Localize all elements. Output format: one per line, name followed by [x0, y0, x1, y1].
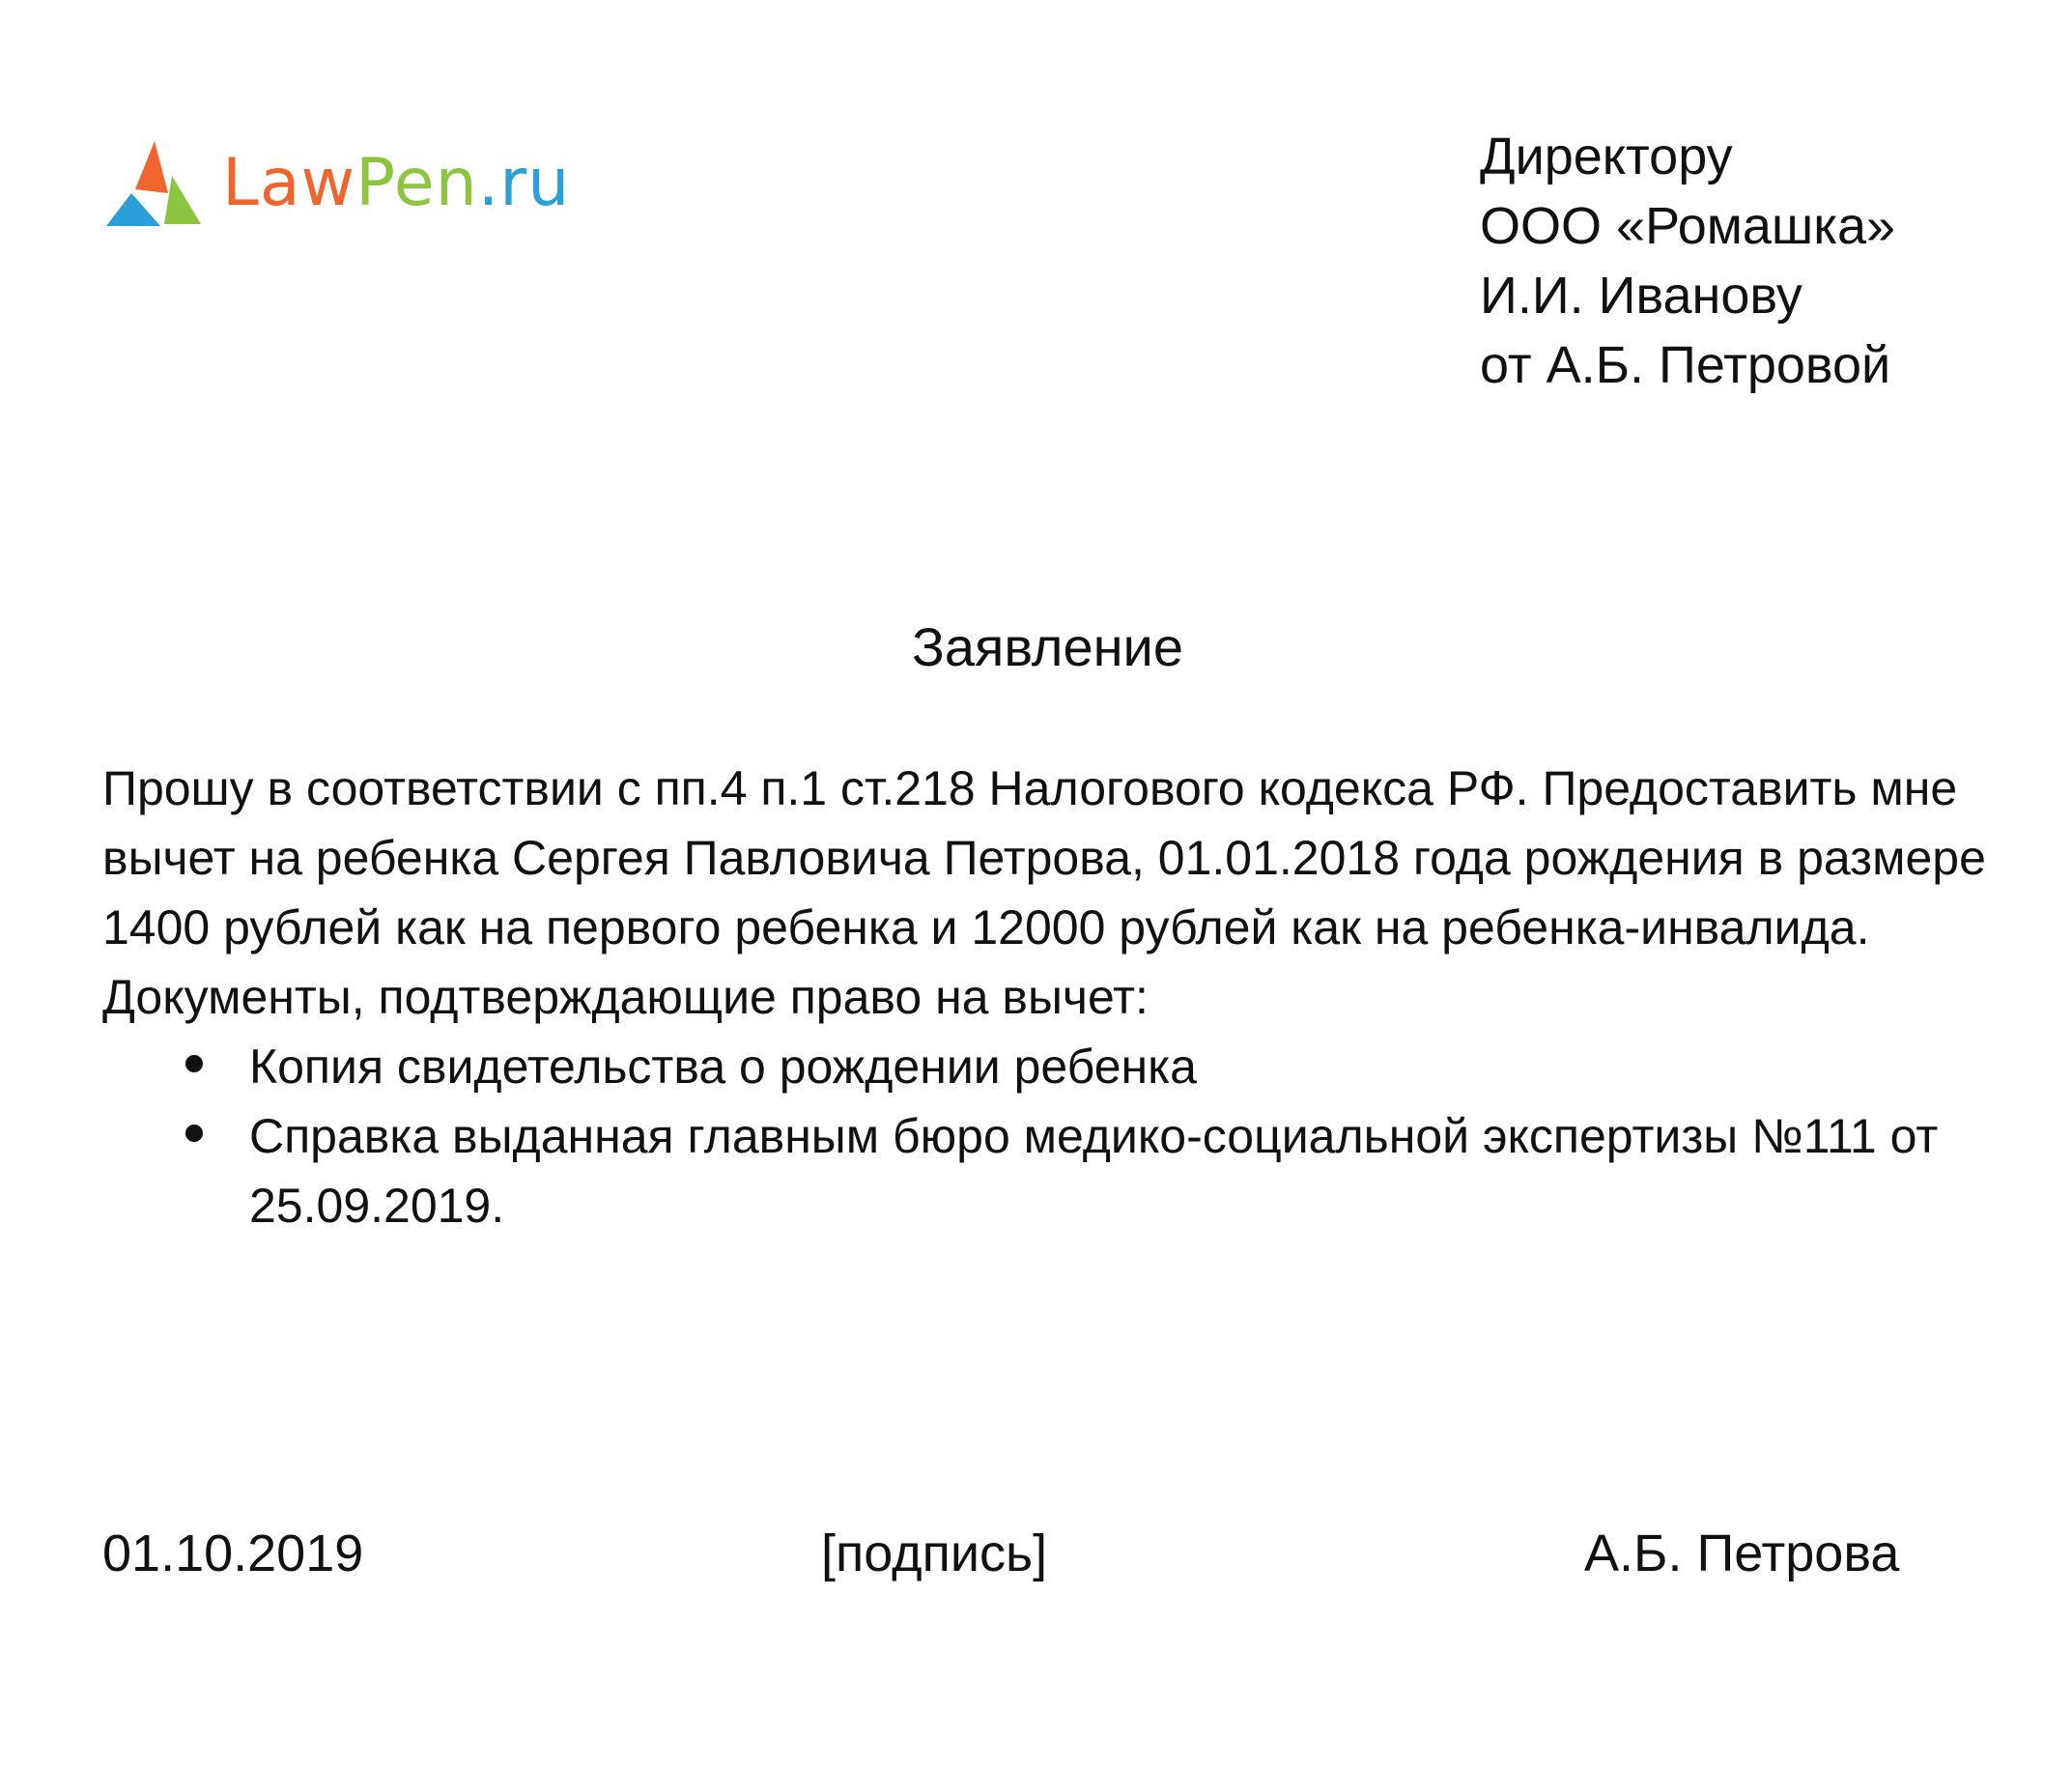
logo-text-ru: .ru — [477, 145, 571, 221]
logo-wordmark — [222, 145, 571, 221]
list-item — [102, 1032, 1996, 1101]
document-title — [0, 612, 2072, 682]
list-item-text: Копия свидетельства о рождении ребенка — [249, 1040, 1197, 1094]
document-title-text: Заявление — [912, 616, 1183, 677]
request-paragraph: Прошу в соответствии с пп.4 п.1 ст.218 Налогового кодекса РФ. Предоставить мне вычет на ребенка Сергея Павловича Петрова, 01.01.2018 года рождения в размере 1400 рублей как на первого ребенка и 12000 рублей как на ребенка-инвалида. — [102, 761, 1986, 954]
logo-text-law: Law — [222, 145, 356, 221]
addressee-block — [1480, 122, 1895, 400]
signature-placeholder: [подпись] — [821, 1524, 1048, 1582]
logo-text-pen: Pen — [355, 145, 478, 221]
applicant-name: от А.Б. Петровой — [1480, 336, 1891, 394]
bullet-icon — [185, 1055, 203, 1072]
list-item-text: Справка выданная главным бюро медико-социальной экспертизы №111 от 25.09.2019. — [249, 1109, 1939, 1233]
addressee-company: ООО «Ромашка» — [1480, 197, 1896, 255]
documents-list — [102, 1032, 1996, 1240]
document-body — [102, 754, 1996, 1240]
lawpen-logo-icon — [102, 137, 203, 230]
documents-heading: Документы, подтверждающие право на вычет: — [102, 970, 1149, 1024]
list-item — [102, 1101, 1996, 1240]
signatory-name: А.Б. Петрова — [1584, 1524, 1900, 1582]
logo — [102, 135, 570, 232]
addressee-name: И.И. Иванову — [1480, 267, 1802, 325]
bullet-icon — [185, 1125, 203, 1142]
addressee-position: Директору — [1480, 128, 1733, 185]
signature-date: 01.10.2019 — [102, 1524, 364, 1582]
